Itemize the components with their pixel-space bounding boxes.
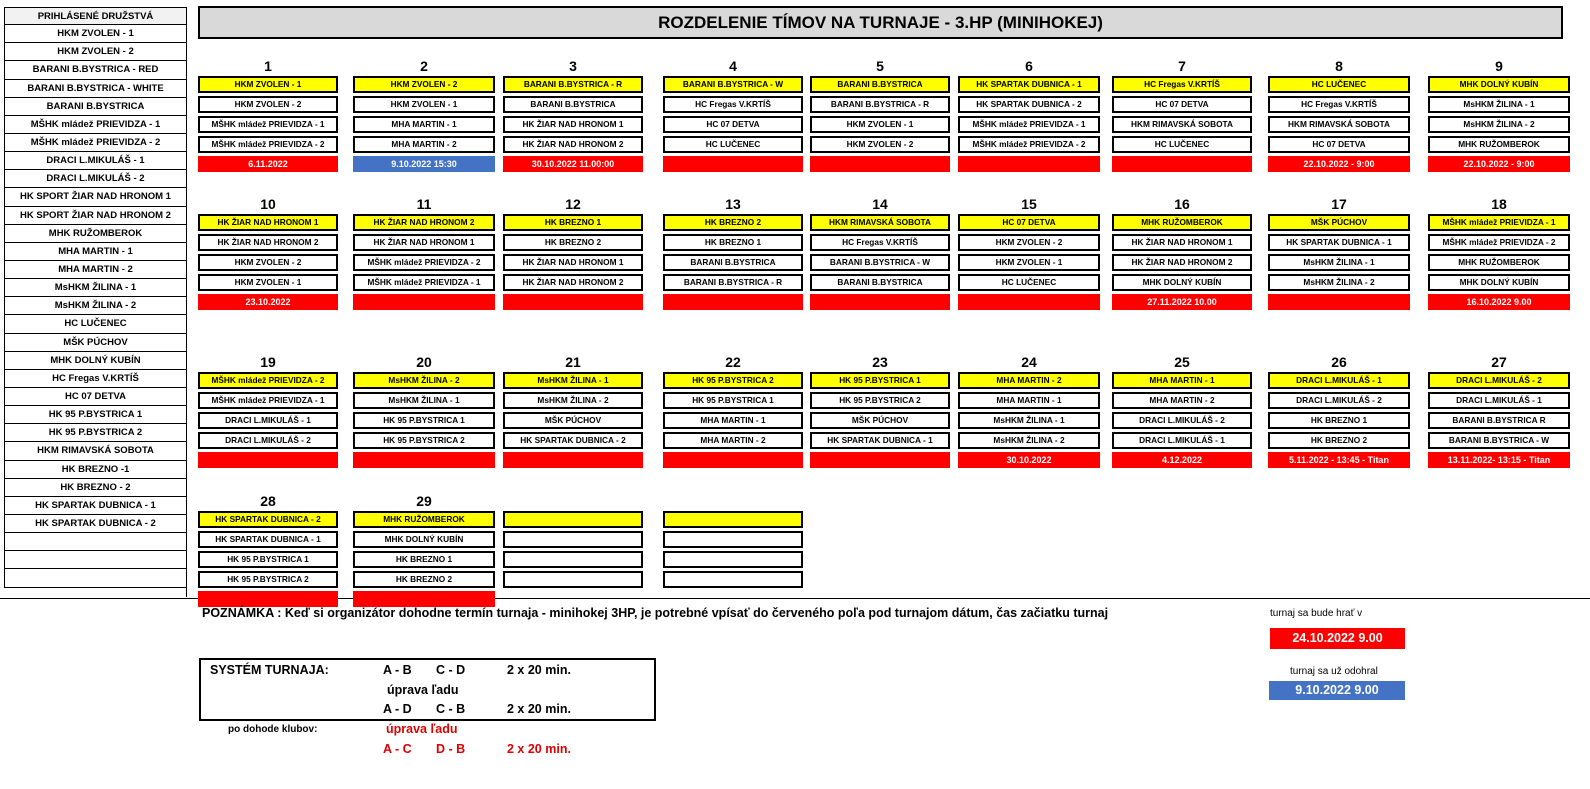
team-cell: HKM RIMAVSKÁ SOBOTA	[1112, 116, 1252, 133]
team-cell: BARANI B.BYSTRICA	[503, 96, 643, 113]
host-team-cell	[663, 511, 803, 528]
date-cell[interactable]	[353, 294, 495, 310]
system-pair-ad: A - D	[383, 702, 412, 716]
team-cell: HK ŽIAR NAD HRONOM 1	[1112, 234, 1252, 251]
team-cell: HK SPARTAK DUBNICA - 1	[1268, 234, 1410, 251]
team-list-item: DRACI L.MIKULÁŠ - 2	[4, 170, 187, 188]
host-team-cell: MHK RUŽOMBEROK	[353, 511, 495, 528]
legend-played-value: 9.10.2022 9.00	[1269, 681, 1405, 700]
team-cell: HK ŽIAR NAD HRONOM 1	[503, 116, 643, 133]
date-cell[interactable]	[663, 294, 803, 310]
tournament-number: 22	[725, 354, 741, 370]
host-team-cell: HC Fregas V.KRTÍŠ	[1112, 76, 1252, 93]
tournament-number: 15	[1021, 196, 1037, 212]
tournament-number: 2	[420, 58, 428, 74]
list-header: PRIHLÁSENÉ DRUŽSTVÁ	[4, 7, 187, 25]
tournament-number: 4	[729, 58, 737, 74]
host-team-cell: HK 95 P.BYSTRICA 2	[663, 372, 803, 389]
team-cell: HC LUČENEC	[958, 274, 1100, 291]
team-list-item: HKM ZVOLEN - 1	[4, 25, 187, 43]
system-ice-2: úprava ľadu	[386, 722, 458, 736]
host-team-cell: DRACI L.MIKULÁŠ - 2	[1428, 372, 1570, 389]
tournament-number: 16	[1174, 196, 1190, 212]
host-team-cell: BARANI B.BYSTRICA - R	[503, 76, 643, 93]
host-team-cell: HK ŽIAR NAD HRONOM 2	[353, 214, 495, 231]
system-label: SYSTÉM TURNAJA:	[210, 663, 329, 677]
team-cell: MHA MARTIN - 2	[353, 136, 495, 153]
tournament-number: 12	[565, 196, 581, 212]
team-cell: MHA MARTIN - 2	[663, 432, 803, 449]
team-cell: HK BREZNO 1	[1268, 412, 1410, 429]
tournament-number: 21	[565, 354, 581, 370]
team-cell: HC LUČENEC	[663, 136, 803, 153]
team-cell: DRACI L.MIKULÁŠ - 2	[1268, 392, 1410, 409]
tournament-block	[503, 58, 643, 172]
system-pair-db: D - B	[436, 742, 466, 756]
tournament-number: 25	[1174, 354, 1190, 370]
team-cell: HK 95 P.BYSTRICA 1	[663, 392, 803, 409]
tournament-block	[663, 354, 803, 468]
tournament-block	[1428, 354, 1570, 468]
date-cell[interactable]	[503, 452, 643, 468]
team-cell: MHK RUŽOMBEROK	[1428, 254, 1570, 271]
page-title: ROZDELENIE TÍMOV NA TURNAJE - 3.HP (MINIHOKEJ)	[198, 6, 1563, 39]
date-cell[interactable]	[958, 156, 1100, 172]
team-cell: HK SPARTAK DUBNICA - 1	[198, 531, 338, 548]
date-cell[interactable]	[353, 591, 495, 607]
team-cell: BARANI B.BYSTRICA	[663, 254, 803, 271]
date-cell[interactable]	[353, 452, 495, 468]
team-cell: MsHKM ŽILINA - 1	[353, 392, 495, 409]
team-cell: HK BREZNO 1	[663, 234, 803, 251]
team-list-item: MsHKM ŽILINA - 1	[4, 279, 187, 297]
date-cell[interactable]: 30.10.2022 11.00:00	[503, 156, 643, 172]
team-cell: MHA MARTIN - 1	[663, 412, 803, 429]
host-team-cell: HC LUČENEC	[1268, 76, 1410, 93]
team-cell: MŠHK mládež PRIEVIDZA - 1	[353, 274, 495, 291]
team-list-item: HK SPARTAK DUBNICA - 1	[4, 497, 187, 515]
team-cell: HK 95 P.BYSTRICA 2	[198, 571, 338, 588]
date-cell[interactable]: 22.10.2022 - 9:00	[1428, 156, 1570, 172]
tournament-block	[1268, 58, 1410, 172]
team-cell: MŠHK mládež PRIEVIDZA - 2	[958, 136, 1100, 153]
tournament-number: 29	[416, 493, 432, 509]
date-cell[interactable]: 4.12.2022	[1112, 452, 1252, 468]
system-pair-ab: A - B	[383, 663, 412, 677]
team-cell: MŠHK mládež PRIEVIDZA - 2	[198, 136, 338, 153]
agree-label: po dohode klubov:	[228, 724, 318, 735]
date-cell[interactable]	[663, 452, 803, 468]
tournament-number: 14	[872, 196, 888, 212]
team-cell: HC LUČENEC	[1112, 136, 1252, 153]
tournament-block	[1112, 354, 1252, 468]
team-list-item: HK SPORT ŽIAR NAD HRONOM 2	[4, 207, 187, 225]
tournament-block	[353, 196, 495, 310]
tournament-block	[503, 354, 643, 468]
tournament-block	[353, 493, 495, 607]
tournament-block	[810, 354, 950, 468]
tournament-block	[503, 493, 643, 588]
tournament-block	[810, 58, 950, 172]
system-pair-ac: A - C	[383, 742, 412, 756]
date-cell[interactable]	[810, 452, 950, 468]
team-cell: DRACI L.MIKULÁŠ - 1	[1428, 392, 1570, 409]
team-cell: HKM ZVOLEN - 2	[958, 234, 1100, 251]
legend-upcoming-label: turnaj sa bude hrať v	[1270, 608, 1363, 619]
team-cell: BARANI B.BYSTRICA - R	[663, 274, 803, 291]
team-list-item: BARANI B.BYSTRICA - WHITE	[4, 80, 187, 98]
tournament-block	[1268, 354, 1410, 468]
team-list-item: MsHKM ŽILINA - 2	[4, 297, 187, 315]
team-list-item: HKM RIMAVSKÁ SOBOTA	[4, 442, 187, 460]
team-cell: MŠHK mládež PRIEVIDZA - 1	[958, 116, 1100, 133]
team-cell: BARANI B.BYSTRICA R	[1428, 412, 1570, 429]
tournament-number: 17	[1331, 196, 1347, 212]
team-cell: BARANI B.BYSTRICA - W	[810, 254, 950, 271]
date-cell[interactable]	[810, 294, 950, 310]
team-cell: HK ŽIAR NAD HRONOM 2	[503, 274, 643, 291]
team-cell: MŠHK mládež PRIEVIDZA - 2	[353, 254, 495, 271]
team-cell: HK 95 P.BYSTRICA 1	[198, 551, 338, 568]
tournament-number: 19	[260, 354, 276, 370]
tournament-number: 6	[1025, 58, 1033, 74]
team-cell: HKM ZVOLEN - 2	[810, 136, 950, 153]
host-team-cell: MŠHK mládež PRIEVIDZA - 1	[1428, 214, 1570, 231]
host-team-cell: MHK DOLNÝ KUBÍN	[1428, 76, 1570, 93]
team-cell: HC 07 DETVA	[1112, 96, 1252, 113]
date-cell[interactable]: 9.10.2022 15:30	[353, 156, 495, 172]
team-cell: MsHKM ŽILINA - 2	[503, 392, 643, 409]
host-team-cell: MsHKM ŽILINA - 2	[353, 372, 495, 389]
host-team-cell: HK SPARTAK DUBNICA - 1	[958, 76, 1100, 93]
team-cell: HK BREZNO 2	[503, 234, 643, 251]
date-cell[interactable]	[198, 591, 338, 607]
team-cell: DRACI L.MIKULÁŠ - 1	[1112, 432, 1252, 449]
team-cell	[503, 551, 643, 568]
system-pair-cd: C - D	[436, 663, 466, 677]
team-list-item: MŠHK mládež PRIEVIDZA - 1	[4, 116, 187, 134]
team-cell: MHK DOLNÝ KUBÍN	[1428, 274, 1570, 291]
team-cell: HKM RIMAVSKÁ SOBOTA	[1268, 116, 1410, 133]
team-list-item: MŠK PÚCHOV	[4, 334, 187, 352]
tournament-number	[503, 493, 643, 510]
team-cell: MHK DOLNÝ KUBÍN	[353, 531, 495, 548]
team-list-item: HK BREZNO - 2	[4, 479, 187, 497]
team-cell: HC Fregas V.KRTÍŠ	[810, 234, 950, 251]
team-cell: HK ŽIAR NAD HRONOM 2	[1112, 254, 1252, 271]
tournament-block	[198, 196, 338, 310]
team-cell: MHK DOLNÝ KUBÍN	[1112, 274, 1252, 291]
tournament-number: 24	[1021, 354, 1037, 370]
team-cell: MsHKM ŽILINA - 1	[1428, 96, 1570, 113]
host-team-cell: HK BREZNO 1	[503, 214, 643, 231]
team-cell: HK SPARTAK DUBNICA - 1	[810, 432, 950, 449]
host-team-cell: MHA MARTIN - 1	[1112, 372, 1252, 389]
team-cell: HK ŽIAR NAD HRONOM 1	[503, 254, 643, 271]
tournament-block	[1428, 196, 1570, 310]
date-cell[interactable]	[958, 294, 1100, 310]
team-cell: HKM ZVOLEN - 2	[198, 254, 338, 271]
team-cell: HKM ZVOLEN - 1	[198, 274, 338, 291]
tournament-number: 7	[1178, 58, 1186, 74]
date-cell[interactable]	[198, 452, 338, 468]
team-cell: DRACI L.MIKULÁŠ - 2	[198, 432, 338, 449]
team-list-item: BARANI B.BYSTRICA	[4, 98, 187, 116]
host-team-cell: BARANI B.BYSTRICA	[810, 76, 950, 93]
team-cell: MsHKM ŽILINA - 1	[1268, 254, 1410, 271]
date-cell[interactable]	[1112, 156, 1252, 172]
tournament-block	[353, 354, 495, 468]
tournament-block	[810, 196, 950, 310]
team-list-item	[4, 569, 187, 587]
team-cell: MHK RUŽOMBEROK	[1428, 136, 1570, 153]
host-team-cell: HK SPARTAK DUBNICA - 2	[198, 511, 338, 528]
tournament-number: 18	[1491, 196, 1507, 212]
tournament-number: 11	[416, 196, 432, 212]
host-team-cell	[503, 511, 643, 528]
host-team-cell: MHK RUŽOMBEROK	[1112, 214, 1252, 231]
team-cell: HK 95 P.BYSTRICA 2	[810, 392, 950, 409]
team-list-item: HKM ZVOLEN - 2	[4, 43, 187, 61]
tournament-block	[663, 196, 803, 310]
team-list-item: HK 95 P.BYSTRICA 1	[4, 406, 187, 424]
system-duration-2: 2 x 20 min.	[507, 702, 571, 716]
host-team-cell: BARANI B.BYSTRICA - W	[663, 76, 803, 93]
system-ice-1: úprava ľadu	[387, 683, 459, 697]
team-list-item	[4, 551, 187, 569]
team-cell: MŠK PÚCHOV	[503, 412, 643, 429]
team-cell: HK 95 P.BYSTRICA 2	[353, 432, 495, 449]
date-cell[interactable]	[503, 294, 643, 310]
team-cell: BARANI B.BYSTRICA - W	[1428, 432, 1570, 449]
host-team-cell: HK BREZNO 2	[663, 214, 803, 231]
team-cell: DRACI L.MIKULÁŠ - 1	[198, 412, 338, 429]
tournament-number: 9	[1495, 58, 1503, 74]
tournament-number: 8	[1335, 58, 1343, 74]
team-cell: MŠHK mládež PRIEVIDZA - 1	[198, 116, 338, 133]
team-cell: HK ŽIAR NAD HRONOM 2	[198, 234, 338, 251]
legend-upcoming-value: 24.10.2022 9.00	[1270, 628, 1405, 649]
system-duration-1: 2 x 20 min.	[507, 663, 571, 677]
team-list-item: HC LUČENEC	[4, 315, 187, 333]
date-cell[interactable]	[1268, 294, 1410, 310]
host-team-cell: MHA MARTIN - 2	[958, 372, 1100, 389]
system-duration-3: 2 x 20 min.	[507, 742, 571, 756]
team-cell: MHA MARTIN - 1	[353, 116, 495, 133]
team-cell: HK SPARTAK DUBNICA - 2	[503, 432, 643, 449]
team-list-item: MHK RUŽOMBEROK	[4, 225, 187, 243]
tournament-block	[958, 354, 1100, 468]
team-cell: MsHKM ŽILINA - 2	[1268, 274, 1410, 291]
team-cell: HK BREZNO 2	[353, 571, 495, 588]
team-list-item: HK 95 P.BYSTRICA 2	[4, 424, 187, 442]
system-pair-cb: C - B	[436, 702, 466, 716]
team-list-item: BARANI B.BYSTRICA - RED	[4, 61, 187, 79]
left-divider	[186, 7, 187, 597]
tournament-number: 13	[725, 196, 741, 212]
tournament-number: 20	[416, 354, 432, 370]
team-cell: HKM ZVOLEN - 1	[958, 254, 1100, 271]
host-team-cell: MŠK PÚCHOV	[1268, 214, 1410, 231]
team-cell: HC Fregas V.KRTÍŠ	[663, 96, 803, 113]
date-cell[interactable]: 5.11.2022 - 13:45 - Titan	[1268, 452, 1410, 468]
team-list-item: MŠHK mládež PRIEVIDZA - 2	[4, 134, 187, 152]
team-list-item: HK BREZNO -1	[4, 461, 187, 479]
team-cell: HC 07 DETVA	[663, 116, 803, 133]
team-list-item: HK SPORT ŽIAR NAD HRONOM 1	[4, 188, 187, 206]
team-list-item: HC 07 DETVA	[4, 388, 187, 406]
tournament-number: 28	[260, 493, 276, 509]
team-list-item: HK SPARTAK DUBNICA - 2	[4, 515, 187, 533]
team-list-item: DRACI L.MIKULÁŠ - 1	[4, 152, 187, 170]
tournament-block	[1428, 58, 1570, 172]
date-cell[interactable]: 16.10.2022 9.00	[1428, 294, 1570, 310]
tournament-block	[198, 493, 338, 607]
host-team-cell: HKM ZVOLEN - 1	[198, 76, 338, 93]
host-team-cell: HKM ZVOLEN - 2	[353, 76, 495, 93]
team-cell	[503, 531, 643, 548]
tournament-number: 26	[1331, 354, 1347, 370]
date-cell[interactable]: 27.11.2022 10.00	[1112, 294, 1252, 310]
date-cell[interactable]	[663, 156, 803, 172]
date-cell[interactable]: 13.11.2022- 13:15 - Titan	[1428, 452, 1570, 468]
date-cell[interactable]	[810, 156, 950, 172]
tournament-number: 5	[876, 58, 884, 74]
team-cell: HKM ZVOLEN - 1	[810, 116, 950, 133]
team-cell	[663, 551, 803, 568]
team-cell: MHA MARTIN - 2	[1112, 392, 1252, 409]
team-list-item: MHA MARTIN - 1	[4, 243, 187, 261]
team-cell: HC Fregas V.KRTÍŠ	[1268, 96, 1410, 113]
date-cell[interactable]: 22.10.2022 - 9:00	[1268, 156, 1410, 172]
tournament-block	[1112, 196, 1252, 310]
tournament-number: 10	[260, 196, 276, 212]
tournament-number: 27	[1491, 354, 1507, 370]
tournament-number: 23	[872, 354, 888, 370]
note-text: POZNÁMKA : Keď si organizátor dohodne termín turnaja - minihokej 3HP, je potrebné vpísať do červeného poľa pod turnajom dátum, čas začiatku turnaj	[202, 606, 1109, 620]
team-cell: HK 95 P.BYSTRICA 1	[353, 412, 495, 429]
team-cell: BARANI B.BYSTRICA - R	[810, 96, 950, 113]
team-cell	[503, 571, 643, 588]
team-cell: MŠHK mládež PRIEVIDZA - 1	[198, 392, 338, 409]
tournament-block	[1268, 196, 1410, 310]
date-cell[interactable]: 30.10.2022	[958, 452, 1100, 468]
date-cell[interactable]: 23.10.2022	[198, 294, 338, 310]
team-cell: HK BREZNO 2	[1268, 432, 1410, 449]
tournament-block	[663, 493, 803, 588]
tournament-number	[663, 493, 803, 510]
host-team-cell: HKM RIMAVSKÁ SOBOTA	[810, 214, 950, 231]
tournament-block	[663, 58, 803, 172]
host-team-cell: MsHKM ŽILINA - 1	[503, 372, 643, 389]
host-team-cell: HK ŽIAR NAD HRONOM 1	[198, 214, 338, 231]
team-cell: MŠK PÚCHOV	[810, 412, 950, 429]
team-cell: BARANI B.BYSTRICA	[810, 274, 950, 291]
tournament-number: 1	[264, 58, 272, 74]
team-list-item: MHK DOLNÝ KUBÍN	[4, 352, 187, 370]
tournament-block	[198, 58, 338, 172]
host-team-cell: DRACI L.MIKULÁŠ - 1	[1268, 372, 1410, 389]
host-team-cell: HC 07 DETVA	[958, 214, 1100, 231]
tournament-block	[503, 196, 643, 310]
team-cell: HK SPARTAK DUBNICA - 2	[958, 96, 1100, 113]
team-list-item	[4, 533, 187, 551]
tournament-block	[1112, 58, 1252, 172]
tournament-block	[353, 58, 495, 172]
date-cell[interactable]: 6.11.2022	[198, 156, 338, 172]
team-cell	[663, 571, 803, 588]
team-cell: MsHKM ŽILINA - 2	[1428, 116, 1570, 133]
team-cell: MHA MARTIN - 1	[958, 392, 1100, 409]
team-cell: HC 07 DETVA	[1268, 136, 1410, 153]
team-cell: MsHKM ŽILINA - 1	[958, 412, 1100, 429]
host-team-cell: HK 95 P.BYSTRICA 1	[810, 372, 950, 389]
team-cell: HK ŽIAR NAD HRONOM 1	[353, 234, 495, 251]
team-list-item: HC Fregas V.KRTÍŠ	[4, 370, 187, 388]
registered-teams-list	[4, 7, 187, 588]
tournament-block	[958, 58, 1100, 172]
legend-played-label: turnaj sa už odohral	[1290, 666, 1378, 677]
host-team-cell: MŠHK mládež PRIEVIDZA - 2	[198, 372, 338, 389]
team-cell: HK BREZNO 1	[353, 551, 495, 568]
team-list-item: MHA MARTIN - 2	[4, 261, 187, 279]
team-cell: MŠHK mládež PRIEVIDZA - 2	[1428, 234, 1570, 251]
team-cell	[663, 531, 803, 548]
team-cell: DRACI L.MIKULÁŠ - 2	[1112, 412, 1252, 429]
tournament-block	[198, 354, 338, 468]
team-cell: HKM ZVOLEN - 2	[198, 96, 338, 113]
tournament-number: 3	[569, 58, 577, 74]
tournament-block	[958, 196, 1100, 310]
team-cell: HKM ZVOLEN - 1	[353, 96, 495, 113]
team-cell: HK ŽIAR NAD HRONOM 2	[503, 136, 643, 153]
team-cell: MsHKM ŽILINA - 2	[958, 432, 1100, 449]
